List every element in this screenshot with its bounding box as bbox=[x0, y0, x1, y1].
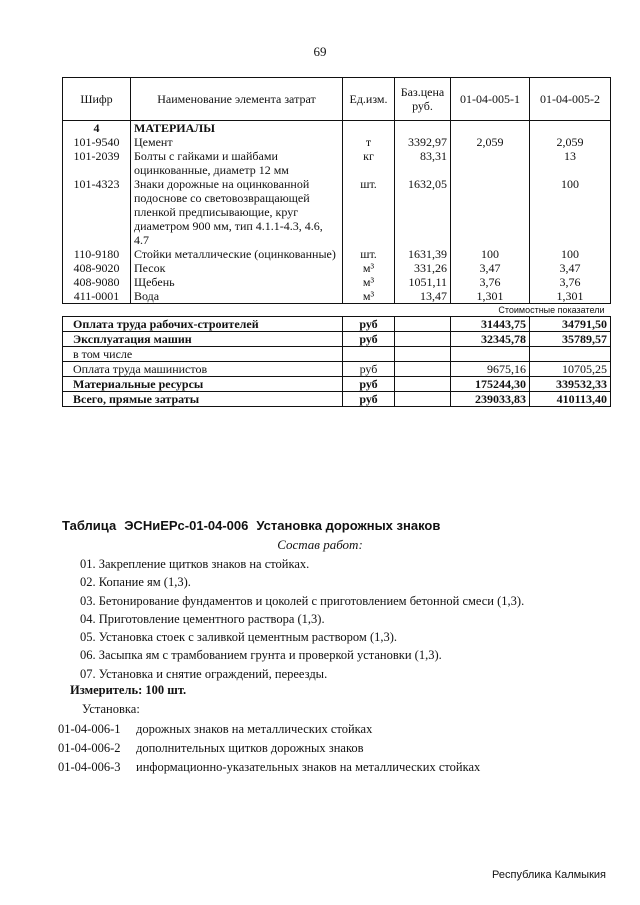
heading-code: ЭСНиЕРс-01-04-006 bbox=[124, 518, 249, 533]
works-title: Состав работ: bbox=[277, 537, 363, 552]
material-code: 110-9180 bbox=[63, 247, 131, 261]
header-col1: 01-04-005-1 bbox=[451, 78, 530, 121]
material-code: 101-2039 bbox=[63, 149, 131, 177]
material-code: 408-9080 bbox=[63, 275, 131, 289]
material-name: Песок bbox=[131, 261, 343, 275]
material-base-price: 3392,97 bbox=[395, 135, 451, 149]
material-row bbox=[63, 177, 611, 247]
material-value-col2: 2,059 bbox=[530, 135, 611, 149]
material-value-col1 bbox=[451, 149, 530, 177]
variant-row bbox=[58, 739, 480, 758]
total-value-col2: 10705,25 bbox=[530, 362, 611, 377]
work-item: 03. Бетонирование фундаментов и цоколей с приготовлением бетонной смеси (1,3). bbox=[80, 593, 525, 608]
total-row bbox=[63, 392, 611, 407]
variant-row bbox=[58, 720, 480, 739]
section-code: 4 bbox=[63, 121, 131, 136]
material-row bbox=[63, 149, 611, 177]
page-number: 69 bbox=[313, 44, 327, 59]
material-row bbox=[63, 135, 611, 149]
total-unit: руб bbox=[343, 332, 395, 347]
variant-row bbox=[58, 758, 480, 777]
total-unit: руб bbox=[343, 377, 395, 392]
header-unit: Ед.изм. bbox=[343, 78, 395, 121]
work-item: 01. Закрепление щитков знаков на стойках. bbox=[80, 557, 310, 571]
table-heading bbox=[62, 518, 448, 533]
total-value-col2: 35789,57 bbox=[530, 332, 611, 347]
total-unit bbox=[343, 347, 395, 362]
material-code: 411-0001 bbox=[63, 289, 131, 304]
material-value-col2: 3,47 bbox=[530, 261, 611, 275]
header-name: Наименование элемента затрат bbox=[131, 78, 343, 121]
variants-list bbox=[58, 720, 480, 777]
heading-label: Таблица bbox=[62, 518, 117, 533]
work-item: 05. Установка стоек с заливкой цементным раствором (1,3). bbox=[80, 630, 398, 645]
total-unit: руб bbox=[343, 362, 395, 377]
work-item: 06. Засыпка ям с трамбованием грунта и проверкой установки (1,3). bbox=[80, 648, 442, 663]
material-base-price: 1632,05 bbox=[395, 177, 451, 247]
material-value-col1 bbox=[451, 177, 530, 247]
total-label: Оплата труда машинистов bbox=[63, 362, 343, 377]
note-row bbox=[63, 304, 611, 317]
material-value-col1: 3,76 bbox=[451, 275, 530, 289]
total-value-col1: 175244,30 bbox=[451, 377, 530, 392]
heading-title: Установка дорожных знаков bbox=[256, 518, 441, 533]
total-spacer bbox=[395, 317, 451, 332]
variant-text: дополнительных щитков дорожных знаков bbox=[136, 741, 364, 755]
total-spacer bbox=[395, 332, 451, 347]
material-base-price: 331,26 bbox=[395, 261, 451, 275]
material-base-price: 83,31 bbox=[395, 149, 451, 177]
material-code: 101-4323 bbox=[63, 177, 131, 247]
material-unit: м³ bbox=[343, 275, 395, 289]
material-code: 408-9020 bbox=[63, 261, 131, 275]
total-value-col2: 34791,50 bbox=[530, 317, 611, 332]
materials-body bbox=[63, 121, 611, 304]
material-value-col2: 100 bbox=[530, 177, 611, 247]
material-unit: м³ bbox=[343, 289, 395, 304]
material-unit: т bbox=[343, 135, 395, 149]
variant-text: информационно-указательных знаков на металлических стойках bbox=[136, 760, 481, 774]
works-list bbox=[80, 555, 524, 683]
variant-code: 01-04-006-3 bbox=[58, 760, 121, 774]
variant-text: дорожных знаков на металлических стойках bbox=[136, 722, 373, 736]
material-unit: кг bbox=[343, 149, 395, 177]
footer-region: Республика Калмыкия bbox=[492, 869, 606, 881]
material-name: Стойки металлические (оцинкованные) bbox=[131, 247, 343, 261]
work-item: 02. Копание ям (1,3). bbox=[80, 575, 191, 590]
total-spacer bbox=[395, 362, 451, 377]
total-row bbox=[63, 332, 611, 347]
material-value-col2: 1,301 bbox=[530, 289, 611, 304]
total-spacer bbox=[395, 392, 451, 407]
total-label: Эксплуатация машин bbox=[63, 332, 343, 347]
table-header-row bbox=[63, 78, 611, 121]
section-row bbox=[63, 121, 611, 136]
material-name: Щебень bbox=[131, 275, 343, 289]
header-col2: 01-04-005-2 bbox=[530, 78, 611, 121]
total-value-col1: 32345,78 bbox=[451, 332, 530, 347]
total-label: Оплата труда рабочих-строителей bbox=[63, 317, 343, 332]
cost-indicators-note: Стоимостные показатели bbox=[63, 304, 611, 317]
material-unit: м³ bbox=[343, 261, 395, 275]
material-row bbox=[63, 247, 611, 261]
material-base-price: 1631,39 bbox=[395, 247, 451, 261]
total-value-col2: 410113,40 bbox=[530, 392, 611, 407]
total-value-col2: 339532,33 bbox=[530, 377, 611, 392]
material-code: 101-9540 bbox=[63, 135, 131, 149]
measure-unit: Измеритель: 100 шт. bbox=[70, 683, 187, 697]
material-name: Болты с гайками и шайбами оцинкованные, диаметр 12 мм bbox=[131, 149, 343, 177]
header-price bbox=[395, 78, 451, 121]
material-value-col2: 3,76 bbox=[530, 275, 611, 289]
total-row bbox=[63, 362, 611, 377]
total-unit: руб bbox=[343, 317, 395, 332]
total-value-col1: 9675,16 bbox=[451, 362, 530, 377]
work-item: 04. Приготовление цементного раствора (1,3). bbox=[80, 611, 325, 626]
total-row bbox=[63, 377, 611, 392]
total-value-col1: 31443,75 bbox=[451, 317, 530, 332]
material-value-col1: 3,47 bbox=[451, 261, 530, 275]
material-name: Цемент bbox=[131, 135, 343, 149]
material-row bbox=[63, 261, 611, 275]
resource-cost-table bbox=[62, 77, 611, 407]
total-spacer bbox=[395, 347, 451, 362]
total-label: Всего, прямые затраты bbox=[63, 392, 343, 407]
total-spacer bbox=[395, 377, 451, 392]
section-name: МАТЕРИАЛЫ bbox=[131, 121, 343, 136]
totals-body bbox=[63, 317, 611, 407]
material-value-col1: 2,059 bbox=[451, 135, 530, 149]
variant-code: 01-04-006-2 bbox=[58, 741, 121, 755]
material-value-col1: 1,301 bbox=[451, 289, 530, 304]
material-row bbox=[63, 289, 611, 304]
header-price-line2: руб. bbox=[412, 99, 433, 113]
work-item: 07. Установка и снятие ограждений, переезды. bbox=[80, 666, 328, 681]
total-value-col1: 239033,83 bbox=[451, 392, 530, 407]
total-row bbox=[63, 317, 611, 332]
material-base-price: 1051,11 bbox=[395, 275, 451, 289]
header-code: Шифр bbox=[63, 78, 131, 121]
material-value-col2: 13 bbox=[530, 149, 611, 177]
material-unit: шт. bbox=[343, 177, 395, 247]
total-label: в том числе bbox=[63, 347, 343, 362]
material-value-col2: 100 bbox=[530, 247, 611, 261]
material-name: Знаки дорожные на оцинкованной подоснове со световозвращающей пленкой предписывающие, круг диаметром 900 мм, тип 4.1.1-4.3, 4.6, 4.7 bbox=[131, 177, 343, 247]
total-value-col2 bbox=[530, 347, 611, 362]
material-base-price: 13,47 bbox=[395, 289, 451, 304]
material-row bbox=[63, 275, 611, 289]
variant-code: 01-04-006-1 bbox=[58, 722, 121, 736]
header-price-line1: Баз.цена bbox=[400, 85, 445, 99]
total-label: Материальные ресурсы bbox=[63, 377, 343, 392]
material-name: Вода bbox=[131, 289, 343, 304]
install-label: Установка: bbox=[82, 702, 140, 716]
total-value-col1 bbox=[451, 347, 530, 362]
material-value-col1: 100 bbox=[451, 247, 530, 261]
material-unit: шт. bbox=[343, 247, 395, 261]
total-row bbox=[63, 347, 611, 362]
total-unit: руб bbox=[343, 392, 395, 407]
